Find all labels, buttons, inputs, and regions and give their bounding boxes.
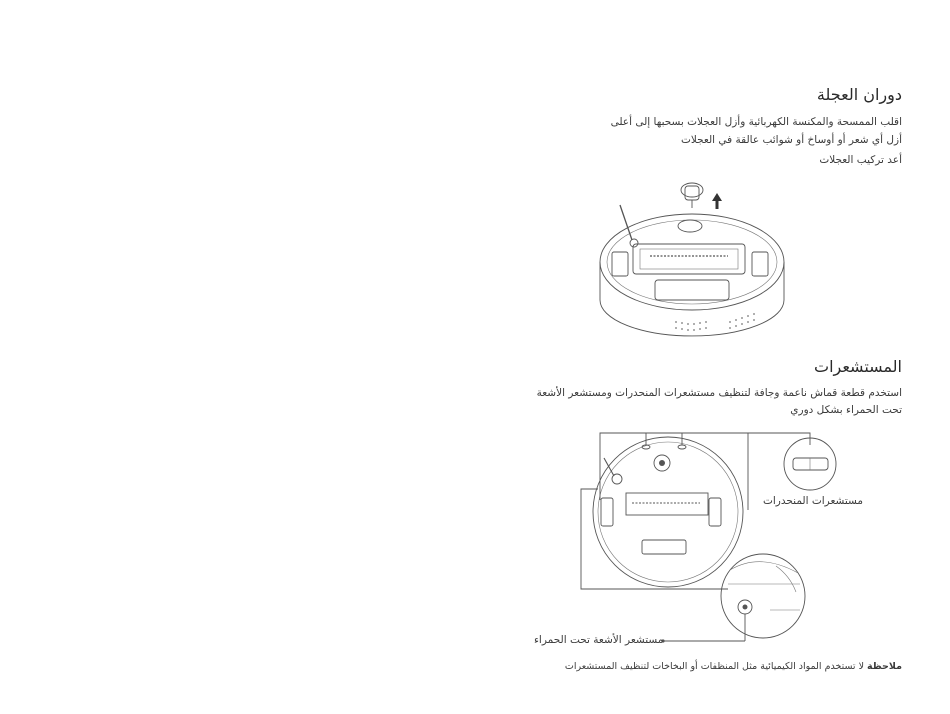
note [565, 661, 902, 672]
sensors-section-title: المستشعرات [814, 357, 902, 376]
wheel-part-icon [681, 183, 703, 208]
wheel-step-1: اقلب الممسحة والمكنسة الكهربائية وأزل العجلات بسحبها إلى أعلى [610, 116, 902, 128]
wheel-step-3: أعد تركيب العجلات [819, 154, 902, 166]
sensors-description: استخدم قطعة قماش ناعمة وجافة لتنظيف مستشعرات المنحدرات ومستشعر الأشعة تحت الحمراء بشكل دوري [536, 387, 902, 416]
note-label: ملاحظة [867, 661, 902, 672]
wheel-step-2: أزل أي شعر أو أوساخ أو شوائب عالقة في العجلات [680, 134, 902, 146]
arrow-up-icon [712, 193, 722, 209]
robot-sensors-illustration [581, 433, 836, 643]
cliff-sensors-label: مستشعرات المنحدرات [763, 495, 864, 507]
ir-sensor-zoom [721, 554, 805, 638]
ir-sensor-label: مستشعر الأشعة تحت الحمراء [534, 634, 664, 646]
wheel-section-title: دوران العجلة [816, 85, 902, 104]
robot-wheel-illustration [600, 183, 784, 336]
note-text: لا تستخدم المواد الكيميائية مثل المنظفات أو البخاخات لتنظيف المستشعرات [564, 661, 864, 672]
